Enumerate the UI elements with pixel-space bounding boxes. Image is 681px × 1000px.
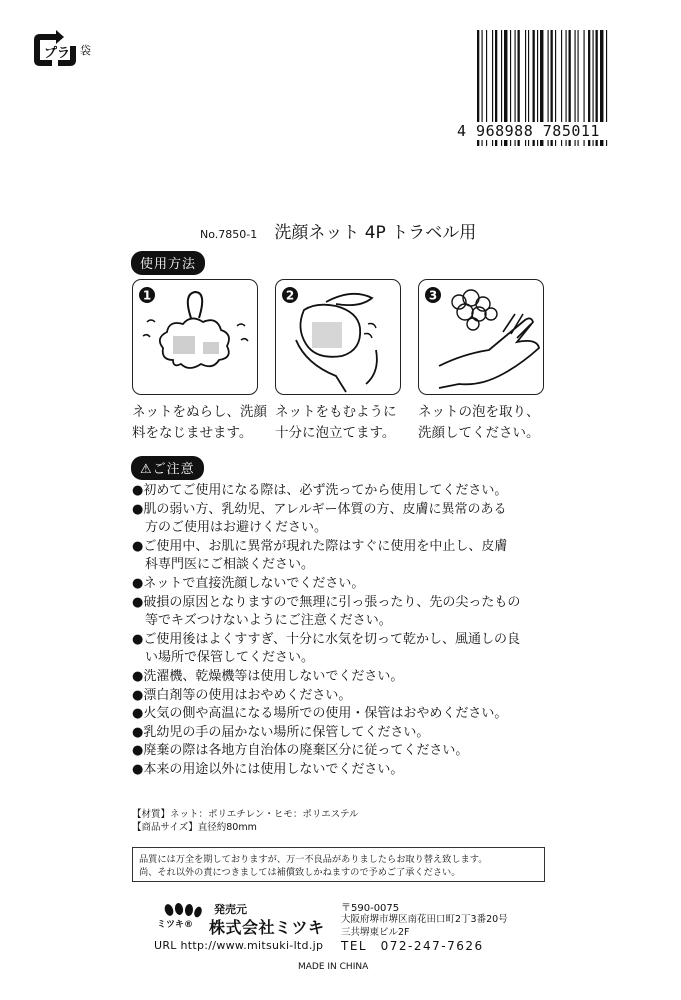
phone-number: TEL 072-247-7626 bbox=[341, 939, 484, 953]
squeeze-net-icon bbox=[276, 280, 401, 395]
caution-item: ●肌の弱い方、乳幼児、アレルギー体質の方、皮膚に異常のある 方のご使用はお避けください。 bbox=[132, 501, 507, 536]
caution-list bbox=[132, 482, 562, 780]
step-3-panel bbox=[418, 279, 544, 395]
recycle-label: 袋 bbox=[80, 44, 91, 57]
product-number: No.7850-1 bbox=[200, 228, 258, 241]
caution-item: ●洗濯機、乾燥機等は使用しないでください。 bbox=[132, 668, 404, 684]
step-1-panel bbox=[132, 279, 258, 395]
address-line-2: 三共堺東ビル2F bbox=[341, 927, 410, 938]
caution-item: ●乳幼児の手の届かない場所に保管してください。 bbox=[132, 724, 430, 740]
step-2-caption: ネットをもむように 十分に泡立てます。 bbox=[275, 404, 397, 441]
product-title bbox=[200, 218, 476, 243]
material-spec: 【材質】ネット：ポリエチレン・ヒモ：ポリエステル bbox=[132, 809, 359, 820]
product-name: 洗顔ネット 4P トラベル用 bbox=[274, 223, 477, 243]
caution-item: ●ご使用後はよくすすぎ、十分に水気を切って乾かし、風通しの良 い場所で保管してください。 bbox=[132, 631, 520, 666]
country-of-origin: MADE IN CHINA bbox=[298, 962, 369, 972]
caution-item: ●初めてご使用になる際は、必ず洗ってから使用してください。 bbox=[132, 483, 508, 498]
size-spec: 【商品サイズ】直径約80mm bbox=[132, 822, 257, 833]
seller-label: 発売元 bbox=[214, 903, 247, 916]
caution-heading: ⚠ご注意 bbox=[131, 456, 204, 480]
company-url[interactable]: URL http://www.mitsuki-ltd.jp bbox=[154, 939, 324, 952]
company-logo bbox=[155, 903, 210, 929]
address-line-1: 大阪府堺市堺区南花田口町2丁3番20号 bbox=[341, 914, 508, 925]
foam-hand-icon bbox=[419, 280, 544, 395]
step-2-panel bbox=[275, 279, 401, 395]
step-1-marker: 1 bbox=[142, 288, 152, 303]
step-2-marker: 2 bbox=[285, 288, 295, 303]
usage-heading: 使用方法 bbox=[131, 251, 205, 275]
specs bbox=[132, 808, 359, 834]
company-name: 株式会社ミツキ bbox=[209, 918, 325, 937]
caution-item: ●ご使用中、お肌に異常が現れた際はすぐに使用を中止し、皮膚 科専門医にご相談ください。 bbox=[132, 538, 508, 573]
step-1-caption: ネットをぬらし、洗顔 料をなじませます。 bbox=[132, 404, 267, 441]
caution-item: ●漂白剤等の使用はおやめください。 bbox=[132, 687, 352, 703]
caution-item: ●火気の側や高温になる場所での使用・保管はおやめください。 bbox=[132, 706, 508, 722]
caution-item: ●廃棄の際は各地方自治体の廃棄区分に従ってください。 bbox=[132, 743, 469, 759]
wet-net-icon bbox=[133, 280, 258, 395]
plastic-recycle-icon bbox=[30, 30, 80, 70]
caution-item: ●本来の用途以外には使用しないでください。 bbox=[132, 761, 404, 777]
quality-notice: 品質には万全を期しておりますが、万一不良品がありましたらお取り替え致します。 尚、それ以外の責につきましては補償致しかねますので予めご了承ください。 bbox=[132, 847, 545, 882]
logo-text: ミツキ® bbox=[157, 920, 194, 929]
caution-item: ●ネットで直接洗顔しないでください。 bbox=[132, 575, 365, 591]
caution-item: ●破損の原因となりますので無理に引っ張ったり、先の尖ったもの 等でキズつけないようにご注意ください。 bbox=[132, 594, 521, 629]
barcode-number: 4 968988 785011 bbox=[457, 122, 657, 140]
postal-code: 〒590-0075 bbox=[341, 903, 400, 914]
step-3-marker: 3 bbox=[428, 288, 438, 303]
recycle-symbol-text: プラ bbox=[44, 46, 71, 61]
step-3-caption: ネットの泡を取り、 洗顔してください。 bbox=[418, 404, 540, 441]
